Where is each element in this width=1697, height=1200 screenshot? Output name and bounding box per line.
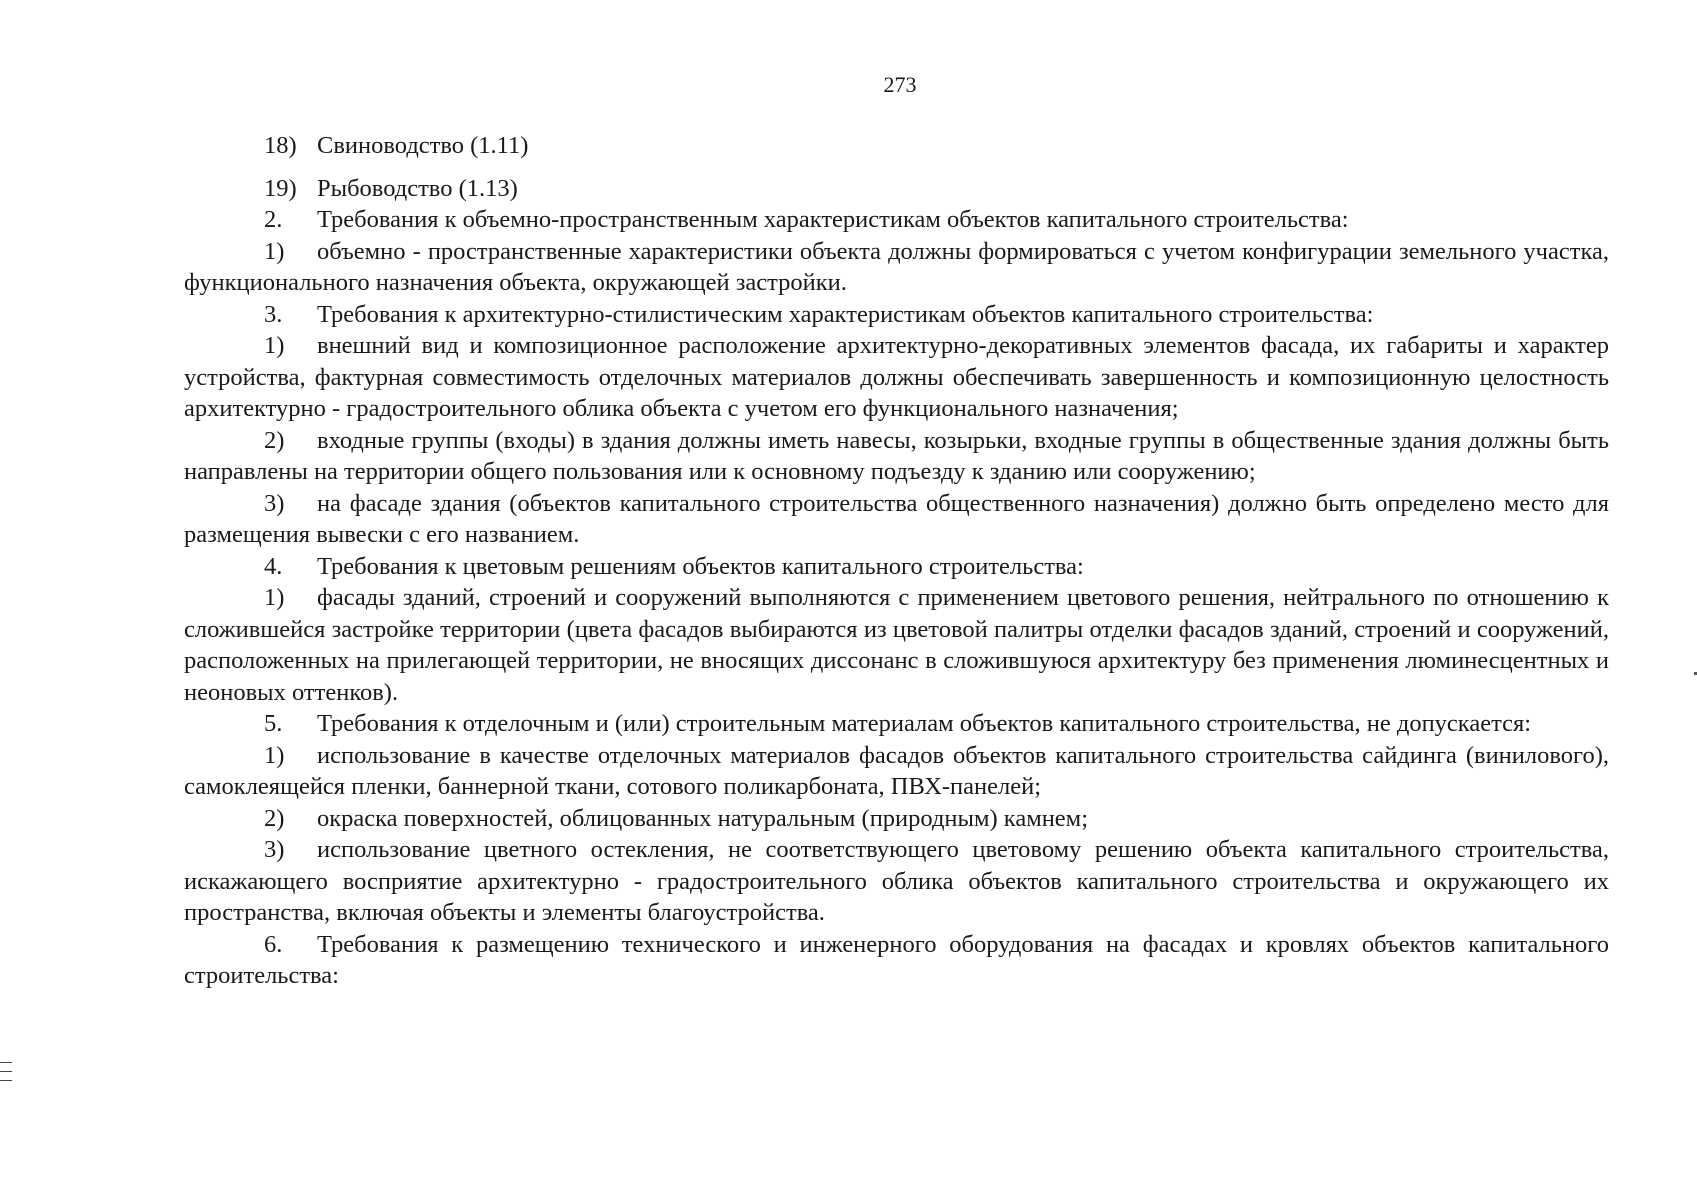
list-item-19 <box>184 173 1609 205</box>
item-text: фасады зданий, строений и сооружений выполняются с применением цветового решения, нейтрального по отношению к сложившейся застройке территории (цвета фасадов выбираются из цветовой палитры отделки фасадов зданий, строений и сооружений, расположенных на прилегающей территории, не вносящих диссонанс в сложившуюся архитектуру без применения люминесцентных и неоновых оттенков). <box>184 584 1609 706</box>
item-number: 1) <box>264 332 285 359</box>
item-text: Требования к архитектурно-стилистическим характеристикам объектов капитального строительства: <box>317 300 1374 328</box>
item-text: Свиноводство (1.11) <box>317 132 529 159</box>
item-text: Требования к размещению технического и инженерного оборудования на фасадах и кровлях объектов капитального строительства: <box>184 930 1609 989</box>
item-text: на фасаде здания (объектов капитального строительства общественного назначения) должно быть определено место для размещения вывески с его названием. <box>184 489 1609 548</box>
section-5-item-1 <box>184 740 1609 803</box>
item-text: Требования к отделочным и (или) строительным материалам объектов капитального строительства, не допускается: <box>317 710 1532 737</box>
item-number: 2) <box>264 804 285 832</box>
section-4-item-1 <box>184 582 1609 708</box>
document-body <box>184 130 1609 992</box>
item-text: входные группы (входы) в здания должны иметь навесы, козырьки, входные группы в общественные здания должны быть направлены на территории общего пользования или к основному подъезду к зданию или сооружению; <box>184 426 1609 485</box>
item-text: использование цветного остекления, не соответствующего цветовому решению объекта капитального строительства, искажающего восприятие архитектурно - градостроительного облика объектов капитального строительства и окружающего их пространства, включая объекты и элементы благоустройства. <box>184 836 1609 926</box>
item-number: 5. <box>264 710 283 737</box>
section-2-item-1 <box>184 236 1609 299</box>
list-item-18 <box>184 130 1609 162</box>
item-text: объемно - пространственные характеристики объекта должны формироваться с учетом конфигурации земельного участка, функционального назначения объекта, окружающей застройки. <box>184 237 1609 296</box>
item-number: 1) <box>264 237 285 265</box>
item-text: Рыбоводство (1.13) <box>317 174 518 202</box>
item-number: 1) <box>264 584 285 611</box>
section-4-heading <box>184 551 1609 583</box>
item-number: 3. <box>264 300 283 328</box>
item-text: Требования к объемно-пространственным характеристикам объектов капитального строительства: <box>317 206 1349 233</box>
item-number: 6. <box>264 930 283 958</box>
section-5-heading <box>184 708 1609 740</box>
item-text: использование в качестве отделочных материалов фасадов объектов капитального строительства сайдинга (винилового), самоклеящейся пленки, баннерной ткани, сотового поликарбоната, ПВХ-панелей; <box>184 741 1609 800</box>
section-3-item-1 <box>184 330 1609 425</box>
scan-crop-marks <box>0 1062 12 1088</box>
item-number: 4. <box>264 552 283 580</box>
section-2-heading <box>184 204 1609 236</box>
item-number: 1) <box>264 741 285 769</box>
item-number: 19) <box>264 174 297 202</box>
item-number: 3) <box>264 489 285 517</box>
section-3-item-3 <box>184 488 1609 551</box>
section-5-item-3 <box>184 834 1609 929</box>
section-3-heading <box>184 299 1609 331</box>
item-text: окраска поверхностей, облицованных натуральным (природным) камнем; <box>317 804 1088 832</box>
item-text: Требования к цветовым решениям объектов капитального строительства: <box>317 552 1084 580</box>
section-3-item-2 <box>184 425 1609 488</box>
page-number: 273 <box>883 72 917 97</box>
section-6-heading <box>184 929 1609 992</box>
item-number: 18) <box>264 132 297 159</box>
item-number: 3) <box>264 836 285 863</box>
item-number: 2) <box>264 426 285 454</box>
item-text: внешний вид и композиционное расположение архитектурно-декоративных элементов фасада, их габариты и характер устройства, фактурная совместимость отделочных материалов должны обеспечивать завершенность и композиционную целостность архитектурно - градостроительного облика объекта с учетом его функционального назначения; <box>184 332 1609 422</box>
section-5-item-2 <box>184 803 1609 835</box>
item-number: 2. <box>264 206 283 233</box>
